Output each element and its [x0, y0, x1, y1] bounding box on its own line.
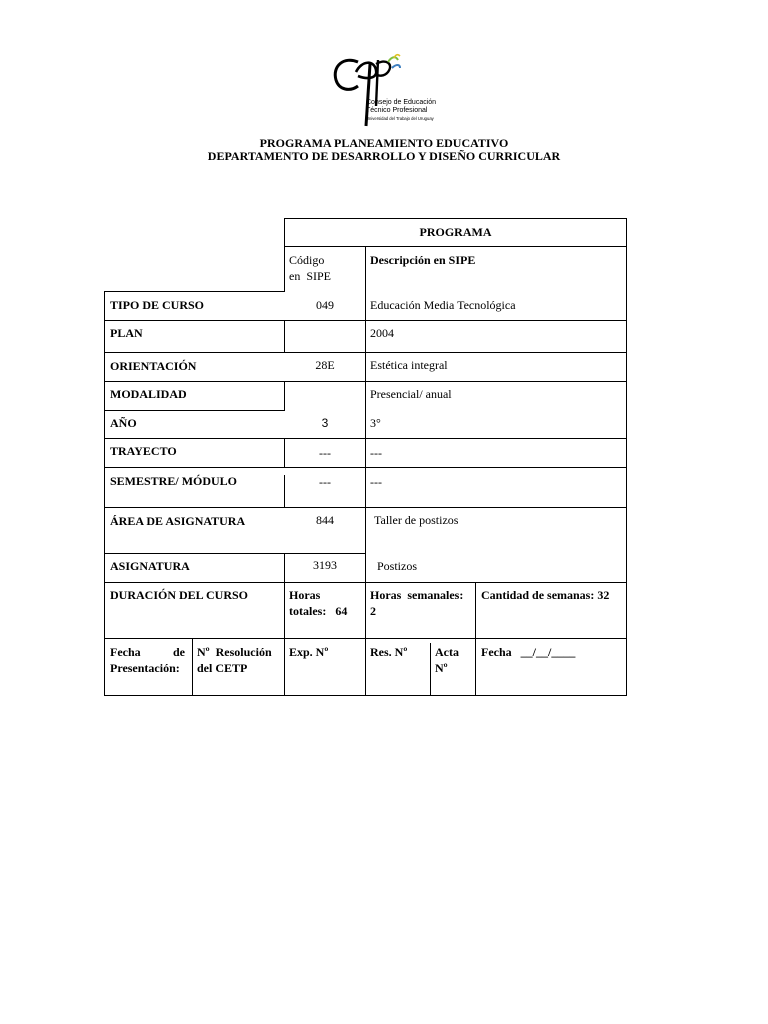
table-line: [475, 582, 476, 696]
table-line: [365, 246, 366, 638]
res-label: Res. Nº: [370, 645, 408, 659]
row-code: ---: [319, 475, 331, 489]
table-line: [284, 320, 285, 353]
row-desc: Postizos: [377, 559, 418, 573]
horas-totales-line1: Horas: [289, 588, 321, 602]
row-desc: Educación Media Tecnológica: [370, 298, 516, 312]
duration-label: DURACIÓN DEL CURSO: [110, 588, 249, 602]
table-line: [284, 381, 285, 411]
logo-caption-line3: Universidad del Trabajo del Uruguay: [366, 116, 434, 121]
row-code: 049: [316, 298, 334, 312]
col-desc-header: Descripción en SIPE: [370, 253, 476, 267]
row-desc: ---: [370, 446, 382, 460]
row-code: 28E: [315, 358, 335, 372]
col-code-line2: en SIPE: [289, 269, 331, 283]
acta-line1: Acta: [435, 645, 459, 659]
row-code: ---: [319, 446, 331, 460]
table-line: [192, 638, 193, 696]
row-desc: 3°: [370, 416, 381, 430]
table-line: [104, 291, 105, 696]
row-label: TIPO DE CURSO: [110, 298, 205, 312]
exp-label: Exp. Nº: [289, 645, 329, 659]
resolucion-line2: del CETP: [197, 661, 248, 675]
horas-semanales-line2: 2: [370, 604, 376, 618]
header-line1: PROGRAMA PLANEAMIENTO EDUCATIVO: [259, 136, 509, 150]
row-desc: Presencial/ anual: [370, 387, 452, 401]
header-line2: DEPARTAMENTO DE DESARROLLO Y DISEÑO CURRICULAR: [207, 149, 561, 163]
horas-semanales-line1: Horas semanales:: [370, 588, 464, 602]
row-label: AÑO: [110, 416, 137, 430]
resolucion-line1: Nº Resolución: [197, 645, 272, 659]
row-label: TRAYECTO: [110, 444, 177, 458]
horas-totales-line2: totales: 64: [289, 604, 348, 618]
table-line: [104, 291, 285, 292]
logo-caption-line1: Consejo de Educación: [366, 99, 437, 106]
table-line: [284, 218, 627, 219]
row-label: SEMESTRE/ MÓDULO: [110, 474, 238, 488]
table-line: [284, 246, 627, 247]
table-line: [104, 410, 285, 411]
table-line: [104, 553, 365, 554]
row-desc: ---: [370, 475, 382, 489]
table-line: [626, 218, 627, 696]
row-code: 844: [316, 513, 334, 527]
row-label: PLAN: [110, 326, 143, 340]
row-label: ÁREA DE ASIGNATURA: [110, 514, 246, 528]
fecha-field: Fecha __/__/____: [481, 645, 576, 659]
acta-line2: Nº: [435, 661, 448, 675]
fecha-presentacion-line2: Presentación:: [110, 661, 180, 675]
table-line: [284, 553, 285, 696]
table-title: PROGRAMA: [419, 225, 492, 239]
fecha-presentacion-word2: de: [173, 645, 185, 659]
cantidad-semanas: Cantidad de semanas: 32: [481, 588, 610, 602]
row-desc: Taller de postizos: [374, 513, 459, 527]
logo-caption-line2: Técnico Profesional: [366, 107, 428, 114]
row-label: ASIGNATURA: [110, 559, 190, 573]
row-desc: Estética integral: [370, 358, 448, 372]
row-label: ORIENTACIÓN: [110, 359, 197, 373]
row-code: 3: [321, 416, 329, 430]
fecha-presentacion-word1: Fecha: [110, 645, 141, 659]
row-desc: 2004: [370, 326, 394, 340]
table-line: [365, 638, 366, 696]
row-code: 3193: [313, 558, 337, 572]
row-label: MODALIDAD: [110, 387, 187, 401]
col-code-line1: Código: [289, 253, 325, 267]
table-line: [430, 643, 431, 696]
